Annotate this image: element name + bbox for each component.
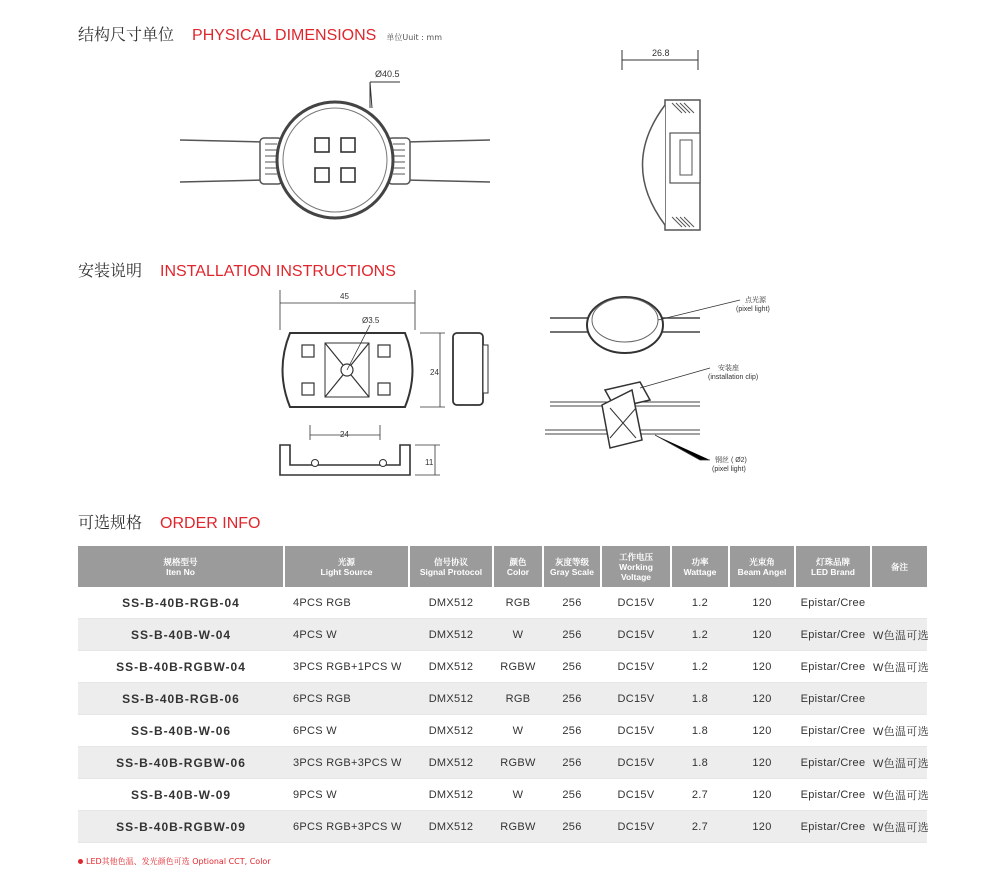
remark-cell: W色温可选 — [871, 715, 927, 747]
column-header-en: Beam Angel — [737, 566, 787, 577]
column-header — [729, 546, 795, 587]
column-header-cn: 光束角 — [749, 556, 775, 567]
beam-angle-cell: 120 — [729, 651, 795, 683]
protocol-cell: DMX512 — [409, 619, 493, 651]
wattage-cell: 1.8 — [671, 747, 729, 779]
depth-label: 26.8 — [652, 48, 670, 58]
model-cell: SS-B-40B-RGB-06 — [78, 683, 284, 715]
column-header — [671, 546, 729, 587]
led-brand-cell: Epistar/Cree — [795, 651, 871, 683]
bullet-icon — [78, 859, 83, 864]
color-cell: W — [493, 779, 543, 811]
column-header-en: Working Voltage — [619, 561, 653, 582]
clip-height-label: 24 — [430, 368, 439, 377]
column-header-en: Signal Protocol — [419, 566, 483, 577]
column-header — [409, 546, 493, 587]
column-header-cn: 颜色 — [509, 556, 527, 567]
column-header-cn: 备注 — [890, 561, 908, 572]
installation-heading — [78, 258, 396, 281]
led-brand-cell: Epistar/Cree — [795, 587, 871, 619]
installation-title-en: INSTALLATION INSTRUCTIONS — [160, 263, 396, 280]
clip-top-view-drawing — [270, 285, 500, 485]
order-heading — [78, 510, 260, 533]
column-header-en: Light Source — [320, 566, 373, 577]
table-row — [78, 619, 927, 651]
light-source-cell: 9PCS W — [284, 779, 409, 811]
table-row — [78, 779, 927, 811]
column-header-cn: 灰度等级 — [554, 556, 589, 567]
wire-label-en: (pixel light) — [712, 466, 746, 473]
wattage-cell: 1.2 — [671, 619, 729, 651]
table-row — [78, 683, 927, 715]
column-header-cn: 规格型号 — [163, 556, 198, 567]
remark-cell: W色温可选 — [871, 619, 927, 651]
gray-scale-cell: 256 — [543, 587, 601, 619]
color-cell: RGBW — [493, 651, 543, 683]
protocol-cell: DMX512 — [409, 715, 493, 747]
gray-scale-cell: 256 — [543, 715, 601, 747]
installation-title-cn: 安装说明 — [78, 261, 143, 280]
protocol-cell: DMX512 — [409, 747, 493, 779]
model-cell: SS-B-40B-RGBW-06 — [78, 747, 284, 779]
order-table-body — [78, 587, 927, 843]
gray-scale-cell: 256 — [543, 779, 601, 811]
model-cell: SS-B-40B-W-09 — [78, 779, 284, 811]
model-cell: SS-B-40B-W-04 — [78, 619, 284, 651]
wattage-cell: 2.7 — [671, 811, 729, 843]
pixel-label-cn: 点光源 — [745, 297, 766, 304]
wattage-cell: 2.7 — [671, 779, 729, 811]
beam-angle-cell: 120 — [729, 683, 795, 715]
header-row — [78, 546, 927, 587]
beam-angle-cell: 120 — [729, 587, 795, 619]
light-source-cell: 6PCS W — [284, 715, 409, 747]
column-header-en: Iten No — [166, 566, 195, 577]
model-cell: SS-B-40B-RGBW-04 — [78, 651, 284, 683]
voltage-cell: DC15V — [601, 651, 671, 683]
voltage-cell: DC15V — [601, 619, 671, 651]
column-header-cn: 工作电压 — [618, 551, 653, 562]
pixel-label-en: (pixel light) — [736, 306, 770, 313]
protocol-cell: DMX512 — [409, 683, 493, 715]
clip-label-en: (installation clip) — [708, 374, 759, 381]
column-header — [543, 546, 601, 587]
diameter-label: Ø40.5 — [375, 69, 400, 79]
table-row — [78, 587, 927, 619]
wire-label-cn: 钢丝 ( Ø2) — [715, 457, 747, 464]
column-header-cn: 信号协议 — [433, 556, 468, 567]
voltage-cell: DC15V — [601, 811, 671, 843]
dimensions-unit: 单位Uuit : mm — [386, 33, 443, 42]
voltage-cell: DC15V — [601, 587, 671, 619]
led-brand-cell: Epistar/Cree — [795, 811, 871, 843]
voltage-cell: DC15V — [601, 747, 671, 779]
column-header-cn: 功率 — [691, 556, 709, 567]
light-source-cell: 3PCS RGB+3PCS W — [284, 747, 409, 779]
beam-angle-cell: 120 — [729, 619, 795, 651]
dimensions-title-cn: 结构尺寸单位 — [78, 25, 175, 44]
base-height-label: 11 — [425, 458, 434, 467]
color-cell: RGBW — [493, 747, 543, 779]
wattage-cell: 1.2 — [671, 651, 729, 683]
wattage-cell: 1.8 — [671, 683, 729, 715]
dimensions-heading — [78, 22, 442, 45]
color-cell: RGB — [493, 587, 543, 619]
gray-scale-cell: 256 — [543, 747, 601, 779]
remark-cell — [871, 683, 927, 715]
side-view-drawing — [610, 45, 720, 245]
color-cell: RGBW — [493, 811, 543, 843]
column-header-cn: 光源 — [337, 556, 355, 567]
order-title-cn: 可选规格 — [78, 513, 143, 532]
order-table — [78, 546, 927, 843]
remark-cell: W色温可选 — [871, 779, 927, 811]
dimensions-title-en: PHYSICAL DIMENSIONS — [192, 27, 377, 44]
voltage-cell: DC15V — [601, 715, 671, 747]
protocol-cell: DMX512 — [409, 779, 493, 811]
led-brand-cell: Epistar/Cree — [795, 779, 871, 811]
column-header-en: LED Brand — [811, 566, 855, 577]
footnote-text: LED其他色温、发光颜色可选 Optional CCT, Color — [86, 857, 271, 866]
order-table-header — [78, 546, 927, 587]
led-brand-cell: Epistar/Cree — [795, 619, 871, 651]
table-row — [78, 715, 927, 747]
beam-angle-cell: 120 — [729, 811, 795, 843]
remark-cell: W色温可选 — [871, 811, 927, 843]
footnote — [78, 856, 271, 867]
led-brand-cell: Epistar/Cree — [795, 747, 871, 779]
column-header — [78, 546, 284, 587]
column-header-en: Wattage — [683, 566, 717, 577]
column-header — [284, 546, 409, 587]
table-row — [78, 651, 927, 683]
protocol-cell: DMX512 — [409, 811, 493, 843]
beam-angle-cell: 120 — [729, 747, 795, 779]
column-header-en: Gray Scale — [550, 566, 594, 577]
column-header-cn: 灯珠品牌 — [815, 556, 850, 567]
color-cell: W — [493, 619, 543, 651]
gray-scale-cell: 256 — [543, 811, 601, 843]
gray-scale-cell: 256 — [543, 619, 601, 651]
light-source-cell: 6PCS RGB+3PCS W — [284, 811, 409, 843]
light-source-cell: 3PCS RGB+1PCS W — [284, 651, 409, 683]
table-row — [78, 747, 927, 779]
column-header — [871, 546, 927, 587]
wattage-cell: 1.8 — [671, 715, 729, 747]
voltage-cell: DC15V — [601, 779, 671, 811]
color-cell: RGB — [493, 683, 543, 715]
color-cell: W — [493, 715, 543, 747]
remark-cell: W色温可选 — [871, 747, 927, 779]
protocol-cell: DMX512 — [409, 587, 493, 619]
clip-label-cn: 安装座 — [718, 365, 739, 372]
model-cell: SS-B-40B-W-06 — [78, 715, 284, 747]
light-source-cell: 6PCS RGB — [284, 683, 409, 715]
beam-angle-cell: 120 — [729, 715, 795, 747]
protocol-cell: DMX512 — [409, 651, 493, 683]
column-header — [493, 546, 543, 587]
hole-label: Ø3.5 — [362, 316, 380, 325]
model-cell: SS-B-40B-RGBW-09 — [78, 811, 284, 843]
clip-width-label: 45 — [340, 292, 349, 301]
led-brand-cell: Epistar/Cree — [795, 715, 871, 747]
column-header-en: Color — [506, 566, 530, 577]
column-header — [795, 546, 871, 587]
assembly-drawing — [540, 290, 800, 490]
light-source-cell: 4PCS W — [284, 619, 409, 651]
gray-scale-cell: 256 — [543, 651, 601, 683]
beam-angle-cell: 120 — [729, 779, 795, 811]
base-width-label: 24 — [340, 430, 349, 439]
order-title-en: ORDER INFO — [160, 515, 261, 532]
table-row — [78, 811, 927, 843]
front-view-drawing — [175, 60, 495, 240]
light-source-cell: 4PCS RGB — [284, 587, 409, 619]
gray-scale-cell: 256 — [543, 683, 601, 715]
column-header — [601, 546, 671, 587]
voltage-cell: DC15V — [601, 683, 671, 715]
wattage-cell: 1.2 — [671, 587, 729, 619]
remark-cell — [871, 587, 927, 619]
model-cell: SS-B-40B-RGB-04 — [78, 587, 284, 619]
remark-cell: W色温可选 — [871, 651, 927, 683]
led-brand-cell: Epistar/Cree — [795, 683, 871, 715]
